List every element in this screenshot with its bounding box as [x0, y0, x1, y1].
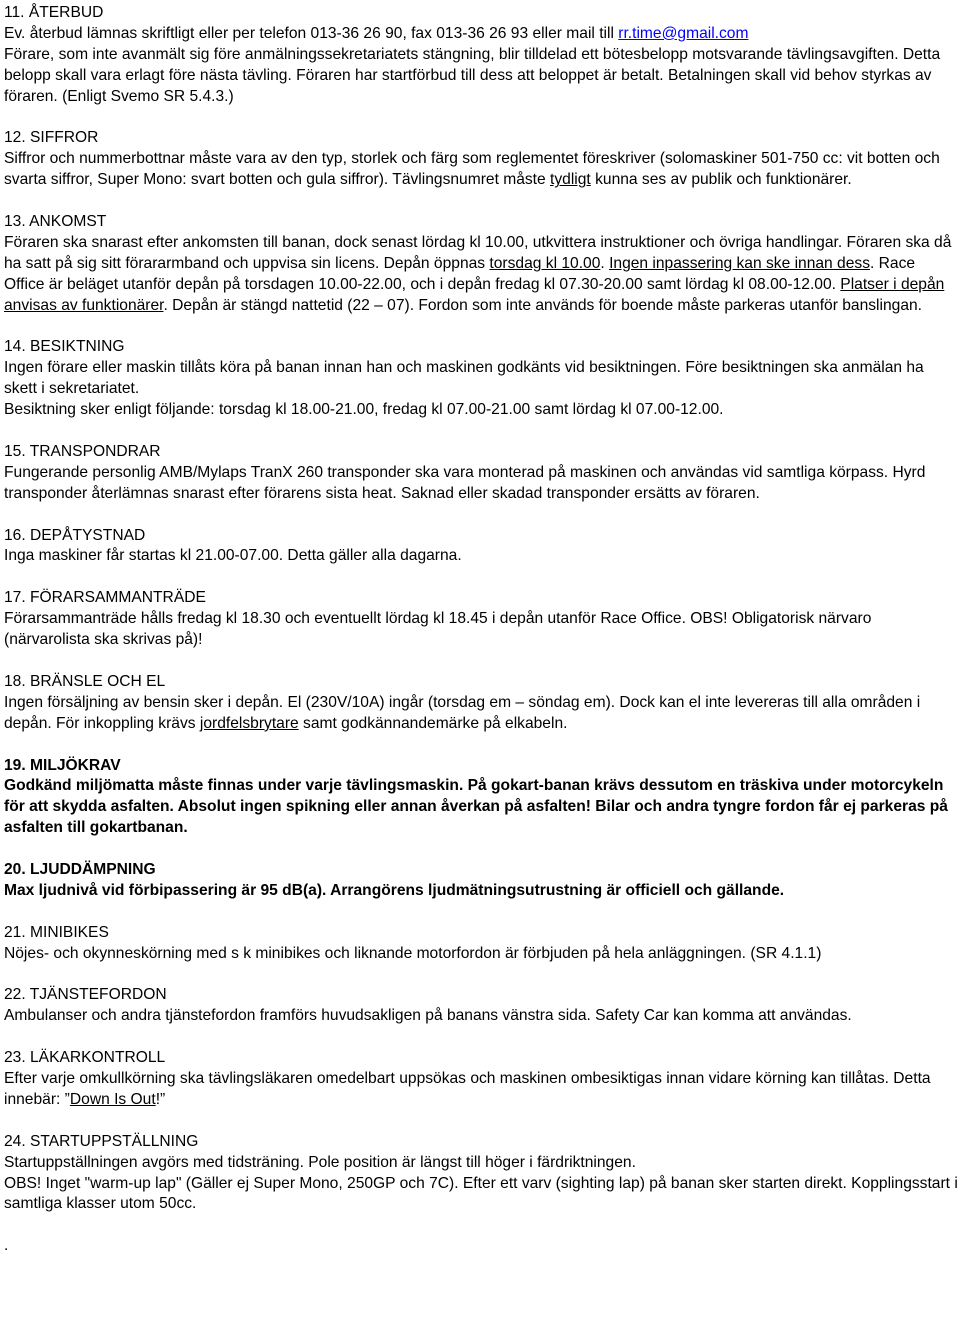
- underlined-text: tydligt: [550, 171, 591, 189]
- section-12-siffror: [4, 128, 958, 191]
- text-run: samt godkännandemärke på elkabeln.: [298, 714, 568, 732]
- text-run: Efter varje omkullkörning ska tävlingsläkaren omedelbart uppsökas och maskinen ombesiktigas innan vidare körning kan tillåtas. Detta innebär: ”: [4, 1070, 931, 1108]
- paragraph: [4, 776, 958, 839]
- section-heading: 17. FÖRARSAMMANTRÄDE: [4, 589, 206, 607]
- section-heading: 21. MINIBIKES: [4, 923, 109, 941]
- paragraph: [4, 546, 958, 567]
- section-heading: 23. LÄKARKONTROLL: [4, 1049, 166, 1067]
- text-run: Förare, som inte avanmält sig före anmälningssekretariatets stängning, blir tilldelad ett bötesbelopp motsvarande tävlingsavgiften. Detta belopp skall vara erlagt före nästa tävling. Föraren har startförbud till dess att beloppet är betalt. Betalningen skall vid behov styrkas av föraren. (Enligt Svemo SR 5.4.3.): [4, 45, 941, 105]
- email-link[interactable]: rr.time@gmail.com: [618, 24, 749, 42]
- paragraph: [4, 1153, 958, 1174]
- paragraph: [4, 881, 958, 902]
- section-16-depatystnad: [4, 526, 958, 568]
- text-run: Besiktning sker enligt följande: torsdag kl 18.00-21.00, fredag kl 07.00-21.00 samt lördag kl 07.00-12.00.: [4, 401, 724, 419]
- paragraph: [4, 609, 958, 651]
- text-run: Nöjes- och okynneskörning med s k minibikes och liknande motorfordon är förbjuden på hela anläggningen. (SR 4.1.1): [4, 944, 822, 962]
- paragraph: [4, 1174, 958, 1216]
- trailing-period: .: [4, 1237, 9, 1255]
- paragraph: [4, 358, 958, 400]
- section-14-besiktning: [4, 337, 958, 421]
- text-run: Startuppställningen avgörs med tidsträning. Pole position är längst till höger i färdriktningen.: [4, 1153, 636, 1171]
- text-run: Inga maskiner får startas kl 21.00-07.00. Detta gäller alla dagarna.: [4, 547, 462, 565]
- section-heading: 22. TJÄNSTEFORDON: [4, 986, 167, 1004]
- text-run: Fungerande personlig AMB/Mylaps TranX 260 transponder ska vara monterad på maskinen och användas vid samtliga körpass. Hyrd transponder återlämnas snarast efter förarens sista heat. Saknad eller skadad transponder ersätts av föraren.: [4, 463, 926, 502]
- paragraph: [4, 1006, 958, 1027]
- underlined-text: jordfelsbrytare: [199, 714, 299, 732]
- section-15-transpondrar: [4, 442, 958, 505]
- section-heading: 19. MILJÖKRAV: [4, 756, 121, 774]
- underlined-text: Down Is Out: [69, 1090, 156, 1108]
- section-22-tjanstefordon: [4, 985, 958, 1027]
- text-run: . Depån är stängd nattetid (22 – 07). Fordon som inte används för boende måste parkeras utanför banslingan.: [163, 296, 922, 314]
- section-18-bransle-och-el: [4, 672, 958, 735]
- paragraph: [4, 24, 958, 45]
- section-19-miljokrav: [4, 756, 958, 840]
- paragraph: [4, 400, 958, 421]
- section-heading: 13. ANKOMST: [4, 213, 107, 231]
- section-heading: 15. TRANSPONDRAR: [4, 442, 161, 460]
- paragraph: [4, 45, 958, 108]
- section-heading: 20. LJUDDÄMPNING: [4, 861, 156, 879]
- text-run: Ingen förare eller maskin tillåts köra på banan innan han och maskinen godkänts vid besiktningen. Före besiktningen ska anmälan ha skett i sekretariatet.: [4, 359, 924, 398]
- underlined-text: Ingen inpassering kan ske innan dess: [609, 254, 870, 272]
- section-21-minibikes: [4, 923, 958, 965]
- text-run: Max ljudnivå vid förbipassering är 95 dB(a). Arrangörens ljudmätningsutrustning är officiell och gällande.: [4, 881, 785, 899]
- section-heading: 12. SIFFROR: [4, 129, 99, 147]
- text-run: Förarsammanträde hålls fredag kl 18.30 och eventuellt lördag kl 18.45 i depån utanför Race Office. OBS! Obligatorisk närvaro (närvarolista ska skrivas på)!: [4, 610, 872, 649]
- section-24-startuppstallning: [4, 1132, 958, 1216]
- text-run: kunna ses av publik och funktionärer.: [590, 171, 852, 189]
- section-heading: 16. DEPÅTYSTNAD: [4, 526, 146, 544]
- underlined-text: torsdag kl 10.00: [489, 254, 601, 272]
- paragraph: [4, 463, 958, 505]
- section-17-forarsammantrade: [4, 588, 958, 651]
- paragraph: [4, 693, 958, 735]
- sections-container: [4, 3, 958, 1215]
- paragraph: [4, 1069, 958, 1111]
- section-20-ljuddampning: [4, 860, 958, 902]
- paragraph: [4, 149, 958, 191]
- underlined-text: Platser i depån anvisas av funktionärer: [4, 275, 945, 314]
- text-run: OBS! Inget "warm-up lap" (Gäller ej Super Mono, 250GP och 7C). Efter ett varv (sighting lap) på banan sker starten direkt. Kopplingsstart i samtliga klasser utom 50cc.: [4, 1174, 958, 1213]
- text-run: Godkänd miljömatta måste finnas under varje tävlingsmaskin. På gokart-banan krävs dessutom en träskiva under motorcykeln för att skydda asfalten. Absolut ingen spikning eller annan åverkan på asfalten! Bilar och andra tyngre fordon får ej parkeras på asfalten till gokartbanan.: [4, 777, 948, 837]
- section-11-aterbud: [4, 3, 958, 108]
- section-heading: 24. STARTUPPSTÄLLNING: [4, 1132, 199, 1150]
- text-run: Ev. återbud lämnas skriftligt eller per telefon 013-36 26 90, fax 013-36 26 93 eller mail till: [4, 24, 619, 42]
- section-heading: 18. BRÄNSLE OCH EL: [4, 672, 166, 690]
- section-heading: 14. BESIKTNING: [4, 338, 125, 356]
- text-run: Föraren ska snarast efter ankomsten till banan, dock senast lördag kl 10.00, utkvittera instruktioner och övriga handlingar. Föraren ska då ha satt på sig sitt förararmband och uppvisa sin licens. Depån öppnas: [4, 233, 952, 272]
- text-run: Ingen försäljning av bensin sker i depån. El (230V/10A) ingår (torsdag em – söndag em). Dock kan el inte levereras till alla områden i depån. För inkoppling krävs: [4, 693, 921, 732]
- section-heading: 11. ÅTERBUD: [4, 4, 104, 21]
- paragraph: [4, 944, 958, 965]
- paragraph: [4, 233, 958, 317]
- text-run: !”: [155, 1090, 166, 1108]
- text-run: .: [600, 254, 610, 272]
- text-run: Ambulanser och andra tjänstefordon framförs huvudsakligen på banans vänstra sida. Safety Car kan komma att användas.: [4, 1007, 852, 1025]
- section-23-lakarkontroll: [4, 1048, 958, 1111]
- section-13-ankomst: [4, 212, 958, 317]
- text-run: Siffror och nummerbottnar måste vara av den typ, storlek och färg som reglementet föreskriver (solomaskiner 501-750 cc: vit botten och svarta siffror, Super Mono: svart botten och gula siffror). Tävlingsnumret måste: [4, 150, 940, 189]
- text-run: . Race Office är beläget utanför depån på torsdagen 10.00-22.00, och i depån fredag kl 07.30-20.00 samt lördag kl 08.00-12.00.: [4, 254, 916, 293]
